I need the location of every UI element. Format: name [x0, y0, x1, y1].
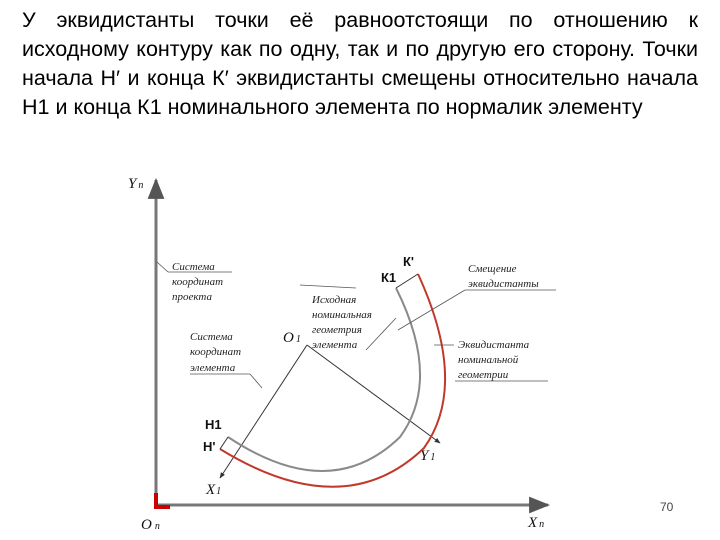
callout-element-cs: [190, 331, 262, 388]
element-origin-label: O: [283, 330, 294, 346]
callout-project-cs-line1: Система: [172, 261, 215, 273]
callout-equidistant-nominal: [434, 339, 548, 381]
callout-element-cs-line1: Система: [190, 331, 233, 343]
axis-y-label: Y: [128, 176, 137, 192]
callout-equid-line2: номинальной: [458, 354, 519, 366]
origin-sub: п: [154, 521, 160, 532]
point-h1-label: Н1: [205, 417, 222, 432]
axis-x-sub: п: [539, 519, 545, 530]
callout-nominal-line1: Исходная: [312, 294, 357, 306]
page-number: 70: [660, 500, 674, 514]
end-offset-k: [396, 274, 418, 288]
svg-text:Oп: [141, 517, 160, 533]
callout-nominal-geometry: [300, 285, 396, 351]
description-paragraph: У эквидистанты точки её равноотстоящи по отношению к исходному контуру как по одну, так и по другую его сторону. Точки начала Н′ и конца К′ эквидистанты смещены относительно начала Н1 и конца К1 номинального элемента по нормалик элементу: [22, 8, 698, 119]
callout-equid-line3: геометрии: [458, 369, 509, 381]
callout-element-cs-line2: координат: [190, 346, 242, 358]
callout-project-cs: [157, 261, 232, 303]
element-origin-sub: 1: [295, 334, 301, 345]
end-offset-h: [220, 437, 228, 449]
axis-x-label: X: [528, 515, 538, 531]
callout-offset-line2: эквидистанты: [468, 278, 539, 290]
point-k1-label: К1: [381, 270, 397, 285]
callout-project-cs-line3: проекта: [172, 291, 212, 303]
element-y-sub: 1: [430, 452, 436, 463]
callout-equid-line1: Эквидистанта: [458, 339, 530, 351]
svg-text:X1: [205, 482, 221, 498]
point-h-prime-label: Н': [203, 439, 216, 454]
element-x-label: X: [206, 482, 216, 498]
svg-text:Yп: [128, 176, 143, 192]
callout-project-cs-line2: координат: [172, 276, 224, 288]
element-x-sub: 1: [216, 486, 222, 497]
callout-offset-line1: Смещение: [468, 263, 517, 275]
element-y-label: Y: [420, 448, 429, 464]
svg-text:Xп: [527, 515, 544, 531]
svg-text:O1: [283, 330, 301, 346]
callout-nominal-line4: элемента: [312, 339, 358, 351]
callout-element-cs-line3: элемента: [190, 362, 236, 374]
origin-label: O: [141, 517, 152, 533]
callout-nominal-line2: номинальная: [312, 309, 372, 321]
axis-y-sub: п: [138, 180, 144, 191]
point-k-prime-label: К': [403, 254, 415, 269]
callout-equidistant-offset: [398, 263, 556, 330]
callout-nominal-line3: геометрия: [312, 324, 362, 336]
